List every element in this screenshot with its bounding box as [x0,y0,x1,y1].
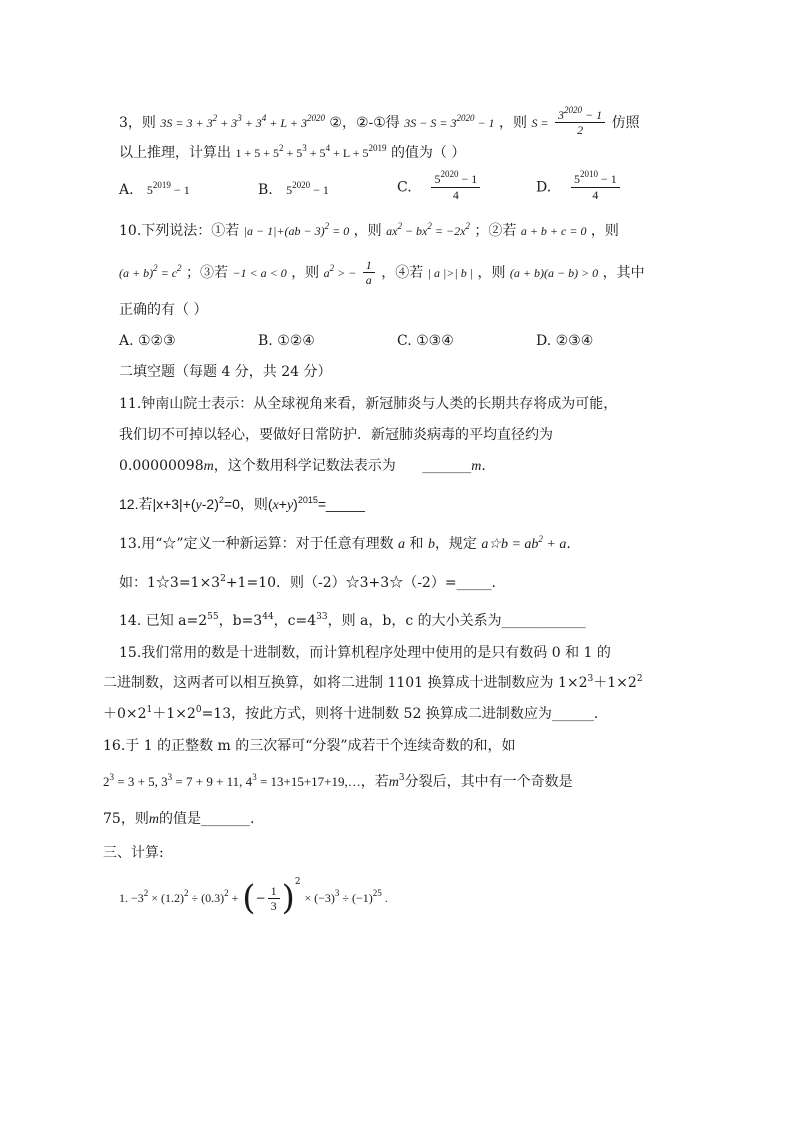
q11-line-1: 11.钟南山院士表示：从全球视角来看，新冠肺炎与人类的长期共存将成为可能， [119,396,618,412]
q11-line-3: 0.00000098m，这个数用科学记数法表示为 _______m. [119,458,486,474]
q9-option-d[interactable]: D. $\frac{5^{2010} - 1}{4}$ [536,172,622,203]
q15-line-3: $+0\times 2^1+1\times 2^0=13$，按此方式，则将十进制数 52 换算成二进制数应为______. [103,705,599,722]
q12-answer-blank[interactable]: =_____ [317,496,365,512]
q11-line-2: 我们切不可掉以轻心，要做好日常防护．新冠肺炎病毒的平均直径约为 [119,427,553,443]
q10-line-1: 10.下列说法：①若 |a − 1|+(ab − 3)$^2$ = 0 ，则 $ax^2 - bx^2 = -2x^2$ ；②若 a + b + c = 0 ，则 [119,221,619,239]
q9-line-1: 3，则 $3S = 3 + 3^2 + 3^3 + 3^4 + L + 3^{2020}$ ②，②-①得 $3S - S = 3^{2020} - 1$ ，则 S = $\frac{3^{2020} - 1}{2}$ 仿照 [119,105,640,138]
q9-option-a[interactable]: A. $5^{2019} - 1$ [119,180,190,198]
q10-line-2: $(a + b)^2 = c^2$ ；③若 −1 < a < 0 ，则 $a^2$ > − $\frac{1}{a}$ ，④若 | a |>| b | ，则 (a + b)(a − b) > 0 ，其中 [119,258,645,288]
q10-option-b[interactable]: B. ①②④ [258,333,315,349]
q10-line-3: 正确的有（ ） [119,302,208,318]
q16-line-3: 75，则m的值是_______. [103,811,255,827]
q9-line-2: 以上推理，计算出 $1 + 5 + 5^2 + 5^3 + 5^4 + L + 5^{2019}$ 的值为（ ） [119,143,466,161]
q10-option-d[interactable]: D. ②③④ [536,333,594,349]
q14-line: 14. 已知 $a=2^{55}$，$b=3^{44}$，$c=4^{33}$，则 a，b，c 的大小关系为____________ [119,612,586,629]
q13-line-2: 如：$1☆3=1\times 3^2+1=10$．则（-2）☆3+3☆（-2）=_____. [119,574,497,591]
q11-answer-blank[interactable]: _______ [422,458,472,474]
q16-line-1: 16.于 1 的正整数 m 的三次幂可“分裂”成若干个连续奇数的和，如 [103,738,516,754]
section2-title: 二填空题（每题 4 分，共 24 分） [119,364,332,380]
q10-option-c[interactable]: C. ①③④ [397,333,454,349]
q9-option-c[interactable]: C. $\frac{5^{2020} - 1}{4}$ [397,172,482,203]
q9-prefix: 3，则 [119,114,156,131]
q10-option-a[interactable]: A. ①②③ [119,333,176,349]
q9-step-label: ②，②-①得 [329,114,400,131]
q15-line-2: 二进制数，这两者可以相互换算，如将二进制 1101 换算成十进制数应为 $1\times 2^3+1\times 2^2$ [103,674,643,691]
q16-line-2: $2^3 = 3 + 5$, $3^3 = 7 + 9 + 11$, $4^3$ = 13+15+17+19,…，若$m^3$分裂后，其中有一个奇数是 [103,772,573,790]
q15-line-1: 15.我们常用的数是十进制数，而计算机程序处理中使用的是只有数码 0 和 1 的 [119,645,611,661]
q12-line: 12.若$|x+3|+(y-2)^2=0$，则$(x+y)^{2015}=\_\_\_\_\_$ [119,495,365,513]
q13-line-1: 13.用“☆”定义一种新运算：对于任意有理数 a 和 b，规定 a☆b = $ab^2 + a$. [119,534,571,552]
q9-fraction: $\frac{3^{2020} - 1}{2}$ [555,108,605,138]
section3-title: 三、计算: [103,845,164,861]
calc-1: 1. $-3^2 \times (1.2)^2 \div (0.3)^2$ + (− $\frac{1}{3}$ )$^2 \times (-3)^3 \div (-1)^{25}$ . [119,876,388,918]
q9-option-b[interactable]: B. $5^{2020} - 1$ [258,180,329,198]
